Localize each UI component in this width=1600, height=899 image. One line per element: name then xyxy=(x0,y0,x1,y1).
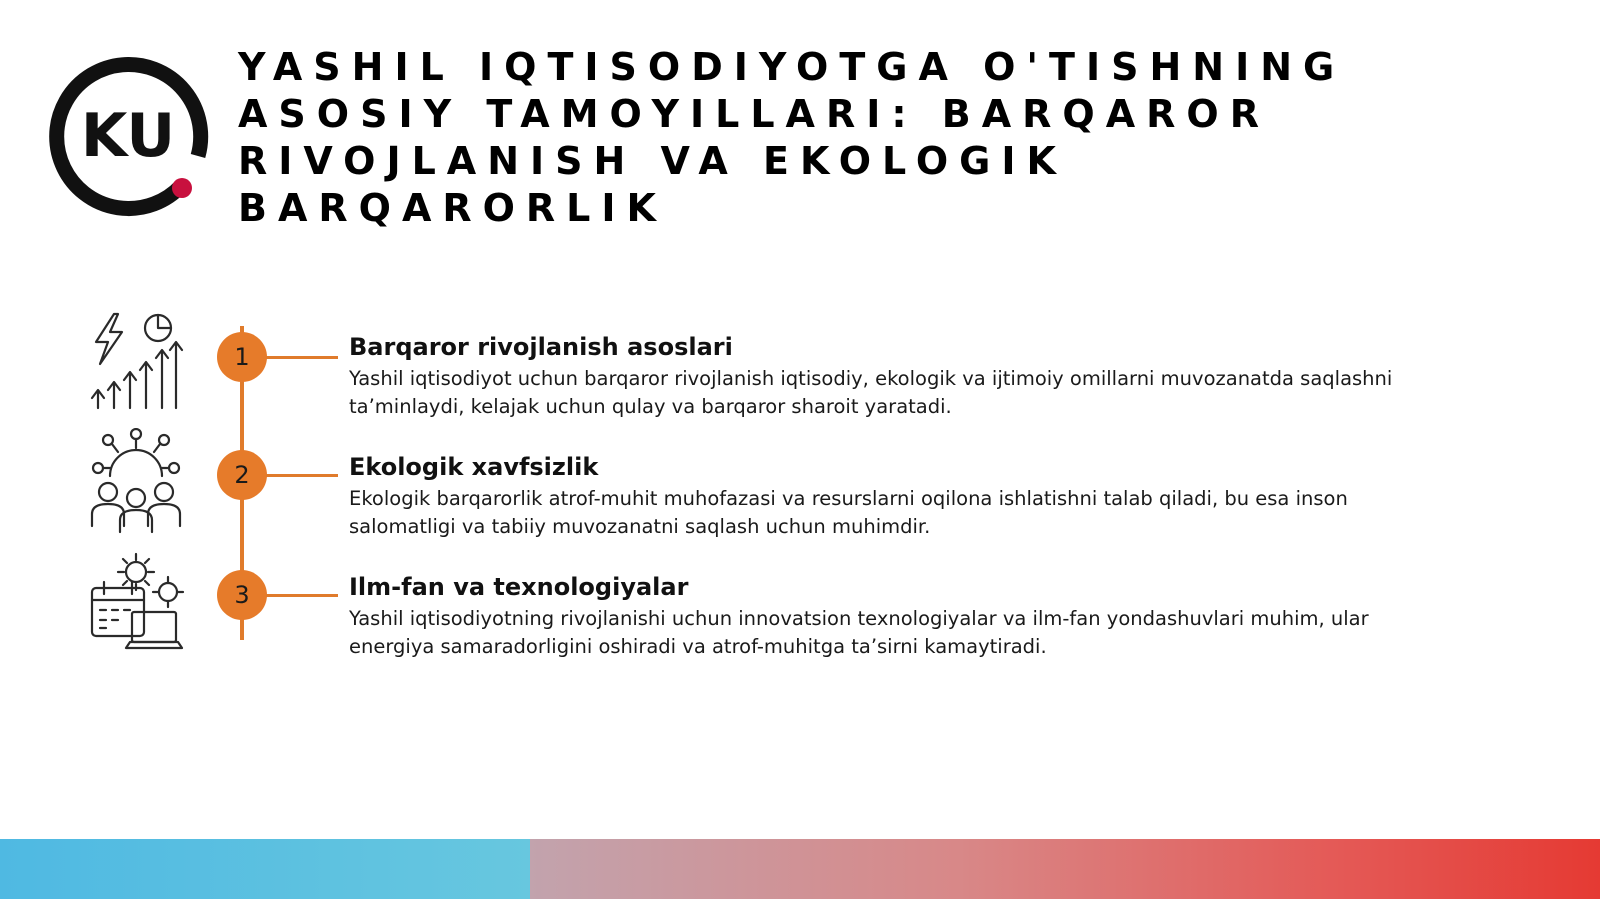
step-badge: 1 xyxy=(217,332,267,382)
timeline-connector xyxy=(266,474,338,477)
item-description xyxy=(349,485,1529,541)
item-title: Barqaror rivojlanish asoslari xyxy=(349,333,733,361)
description-line: Yashil iqtisodiyot uchun barqaror rivojlanish iqtisodiy, ekologik va ijtimoiy omillarni muvozanatda saqlashni xyxy=(349,367,1393,390)
item-title: Ilm-fan va texnologiyalar xyxy=(349,573,689,601)
item-title: Ekologik xavfsizlik xyxy=(349,453,599,481)
list-item xyxy=(0,540,1600,658)
step-badge: 2 xyxy=(217,450,267,500)
item-description xyxy=(349,605,1529,661)
title-line: BARQARORLIK xyxy=(238,186,667,230)
step-badge: 3 xyxy=(217,570,267,620)
description-line: Ekologik barqarorlik atrof-muhit muhofazasi va resurslarni oqilona ishlatishni talab qiladi, bu esa inson xyxy=(349,487,1348,510)
footer-bar-left xyxy=(0,839,530,899)
title-line: YASHIL IQTISODIYOTGA O'TISHNING xyxy=(238,45,1346,89)
description-line: energiya samaradorligini oshiradi va atrof-muhitga ta’sirni kamaytiradi. xyxy=(349,635,1047,658)
description-line: salomatligi va tabiiy muvozanatni saqlash uchun muhimdir. xyxy=(349,515,931,538)
footer-bar-right xyxy=(530,839,1600,899)
people-network-icon xyxy=(88,428,188,538)
ku-logo-icon xyxy=(48,56,210,218)
logo-text: KU xyxy=(80,101,176,171)
energy-growth-chart-icon xyxy=(88,308,188,418)
timeline-connector xyxy=(266,594,338,597)
timeline-connector xyxy=(266,356,338,359)
logo-dot xyxy=(172,178,192,198)
title-line: RIVOJLANISH VA EKOLOGIK xyxy=(238,139,1067,183)
description-line: Yashil iqtisodiyotning rivojlanishi uchun innovatsion texnologiyalar va ilm-fan yondashuvlari muhim, ular xyxy=(349,607,1369,630)
list-item xyxy=(0,420,1600,538)
footer-gradient-bar xyxy=(0,839,1600,899)
title-line: ASOSIY TAMOYILLARI: BARQAROR xyxy=(238,92,1270,136)
list-item xyxy=(0,300,1600,418)
calendar-gear-laptop-icon xyxy=(88,550,188,660)
page-title xyxy=(238,44,1538,232)
item-description xyxy=(349,365,1529,421)
description-line: ta’minlaydi, kelajak uchun qulay va barqaror sharoit yaratadi. xyxy=(349,395,952,418)
